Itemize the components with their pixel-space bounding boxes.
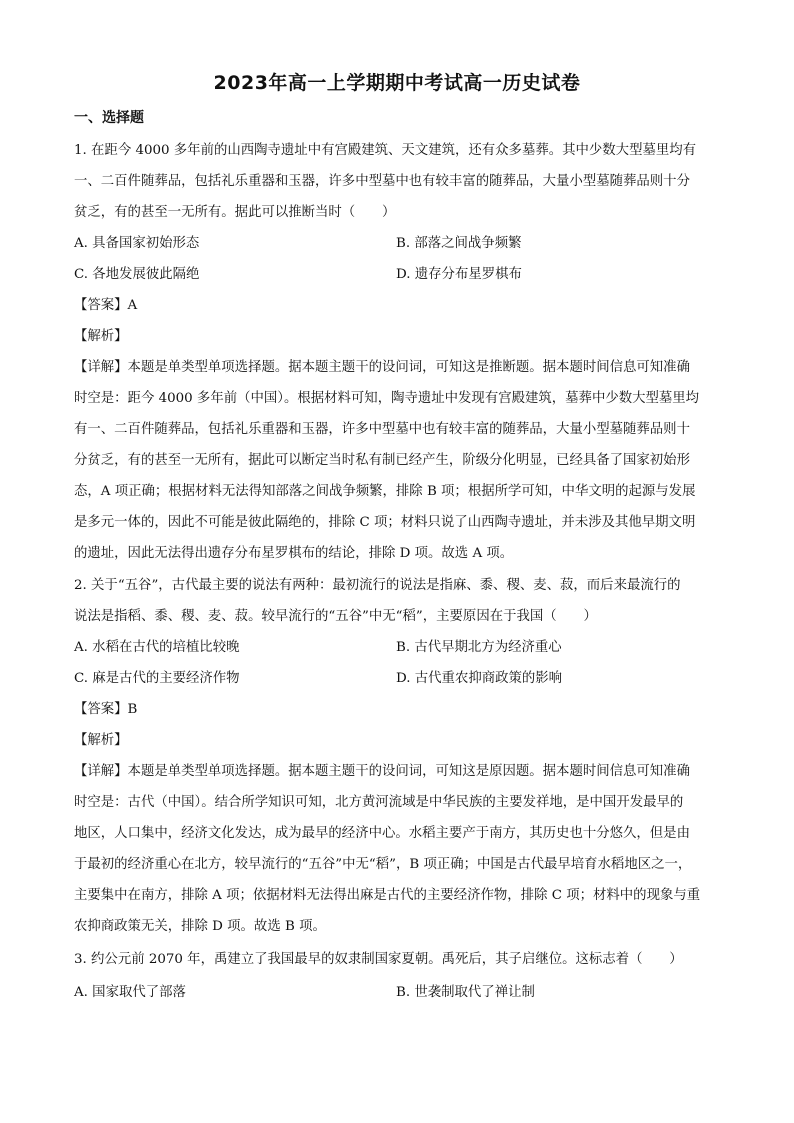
q2-analysis-label: 【解析】 bbox=[74, 733, 128, 748]
q1-detail-line: 的遗址，因此无法得出遗存分布星罗棋布的结论，排除 D 项。故选 A 项。 bbox=[74, 546, 514, 561]
q1-option-b: B. 部落之间战争频繁 bbox=[396, 236, 522, 251]
q2-option-a: A. 水稻在古代的培植比较晚 bbox=[74, 640, 240, 655]
q1-detail-line: 是多元一体的，因此不可能是彼此隔绝的，排除 C 项；材料只说了山西陶寺遗址，并未涉及其他早期文明 bbox=[74, 515, 696, 530]
q2-option-c: C. 麻是古代的主要经济作物 bbox=[74, 671, 240, 686]
q2-detail-line: 农抑商政策无关，排除 D 项。故选 B 项。 bbox=[74, 919, 326, 934]
q2-option-d: D. 古代重农抑商政策的影响 bbox=[396, 671, 563, 686]
q1-answer: 【答案】A bbox=[74, 298, 138, 313]
q3-option-a: A. 国家取代了部落 bbox=[74, 985, 186, 1000]
q1-detail-line: 分贫乏，有的甚至一无所有，据此可以断定当时私有制已经产生，阶级分化明显，已经具备了国家初始形 bbox=[74, 453, 690, 468]
q2-stem-line: 说法是指稻、黍、稷、麦、菽。较早流行的“五谷”中无“稻”，主要原因在于我国（ ） bbox=[74, 609, 597, 624]
q1-stem-line: 贫乏，有的甚至一无所有。据此可以推断当时（ ） bbox=[74, 205, 396, 220]
section-heading: 一、选择题 bbox=[74, 110, 144, 126]
q1-stem-line: 1. 在距今 4000 多年前的山西陶寺遗址中有宫殿建筑、天文建筑，还有众多墓葬。其中少数大型墓里均有 bbox=[74, 143, 697, 158]
q1-option-c: C. 各地发展彼此隔绝 bbox=[74, 267, 200, 282]
q1-option-d: D. 遗存分布星罗棋布 bbox=[396, 267, 522, 282]
q1-detail-line: 有一、二百件随葬品，包括礼乐重器和玉器，许多中型墓中也有较丰富的随葬品，大量小型墓随葬品则十 bbox=[74, 422, 690, 437]
q1-analysis-label: 【解析】 bbox=[74, 329, 128, 344]
q2-answer: 【答案】B bbox=[74, 702, 138, 717]
q3-option-b: B. 世袭制取代了禅让制 bbox=[396, 985, 535, 1000]
q1-detail-line: 时空是：距今 4000 多年前（中国）。根据材料可知，陶寺遗址中发现有宫殿建筑，墓葬中少数大型墓里均 bbox=[74, 391, 700, 406]
q2-detail-line: 地区，人口集中，经济文化发达，成为最早的经济中心。水稻主要产于南方，其历史也十分悠久，但是由 bbox=[74, 826, 690, 841]
q1-detail-line: 态，A 项正确；根据材料无法得知部落之间战争频繁，排除 B 项；根据所学可知，中华文明的起源与发展 bbox=[74, 484, 696, 499]
q2-detail-line: 主要集中在南方，排除 A 项；依据材料无法得出麻是古代的主要经济作物，排除 C 项；材料中的现象与重 bbox=[74, 888, 701, 903]
q2-detail-line: 【详解】本题是单类型单项选择题。据本题主题干的设问词，可知这是原因题。据本题时间信息可知准确 bbox=[74, 764, 690, 779]
q2-stem-line: 2. 关于“五谷”，古代最主要的说法有两种：最初流行的说法是指麻、黍、稷、麦、菽，而后来最流行的 bbox=[74, 578, 681, 593]
q2-option-b: B. 古代早期北方为经济重心 bbox=[396, 640, 562, 655]
q2-detail-line: 时空是：古代（中国）。结合所学知识可知，北方黄河流域是中华民族的主要发祥地，是中国开发最早的 bbox=[74, 795, 684, 810]
q3-stem-line: 3. 约公元前 2070 年，禹建立了我国最早的奴隶制国家夏朝。禹死后，其子启继位。这标志着（ ） bbox=[74, 952, 683, 967]
q2-detail-line: 于最初的经济重心在北方，较早流行的“五谷”中无“稻”，B 项正确；中国是古代最早培育水稻地区之一， bbox=[74, 857, 692, 872]
q1-stem-line: 一、二百件随葬品，包括礼乐重器和玉器，许多中型墓中也有较丰富的随葬品，大量小型墓随葬品则十分 bbox=[74, 174, 690, 189]
q1-option-a: A. 具备国家初始形态 bbox=[74, 236, 200, 251]
page-title: 2023年高一上学期期中考试高一历史试卷 bbox=[213, 72, 581, 94]
q1-detail-line: 【详解】本题是单类型单项选择题。据本题主题干的设问词，可知这是推断题。据本题时间信息可知准确 bbox=[74, 360, 690, 375]
